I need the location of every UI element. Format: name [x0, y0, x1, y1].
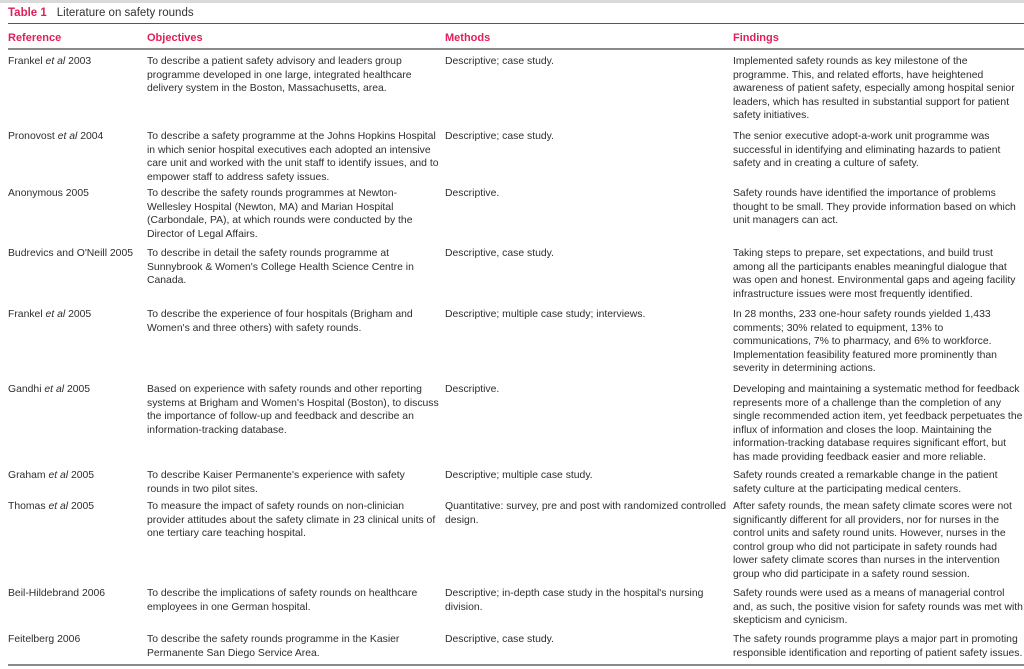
- cell-methods: Descriptive; in-depth case study in the hospital's nursing division.: [445, 588, 704, 613]
- reference-et-al: et al: [45, 309, 66, 320]
- reference-author: Graham: [8, 470, 46, 481]
- cell-methods: Descriptive; multiple case study; interviews.: [445, 309, 646, 320]
- cell-reference: [8, 130, 144, 144]
- reference-author: Anonymous: [8, 188, 63, 199]
- cell-reference: [8, 308, 144, 322]
- table-header-rule: [8, 48, 1024, 50]
- reference-et-al: et al: [48, 470, 69, 481]
- cell-objectives: To describe the safety rounds programme in the Kasier Permanente San Diego Service Area.: [147, 634, 400, 659]
- cell-methods: Descriptive; case study.: [445, 131, 554, 142]
- cell-findings: Taking steps to prepare, set expectations, and build trust among all the participants enables meaningful dialogue that was open and honest. Environmental gaps and ageing facility infrastructure issues were most frequently identified.: [733, 248, 1016, 300]
- cell-methods: Descriptive.: [445, 384, 500, 395]
- cell-objectives: To describe the experience of four hospitals (Brigham and Women's and three others) with safety rounds.: [147, 309, 413, 334]
- cell-findings: Safety rounds created a remarkable change in the patient safety culture at the participating medical centers.: [733, 470, 998, 495]
- cell-methods: Quantitative: survey, pre and post with randomized controlled design.: [445, 501, 727, 526]
- header-methods: Methods: [445, 32, 491, 44]
- cell-findings: Developing and maintaining a systematic method for feedback represents more of a challenge than the completion of any single recommended action item, yet feedback perpetuates the influx of information and closes the loop. Maintaining the information-tracking database requires significant effort, but has made providing feedback easier and more reliable.: [733, 384, 1023, 463]
- cell-objectives: To describe in detail the safety rounds programme at Sunnybrook & Women's College Health Science Centre in Canada.: [147, 248, 414, 287]
- cell-methods: Descriptive.: [445, 188, 500, 199]
- cell-objectives: Based on experience with safety rounds and other reporting systems at Brigham and Women's Hospital (Boston), to discuss the importance of follow-up and feedback and describe an information-tracking database.: [147, 384, 439, 436]
- cell-methods: Descriptive, case study.: [445, 248, 554, 259]
- table-top-rule: [8, 23, 1024, 24]
- cell-reference: [8, 55, 144, 69]
- cell-reference: [8, 187, 144, 201]
- header-reference: Reference: [8, 32, 62, 44]
- cell-objectives: To describe a safety programme at the Johns Hopkins Hospital in which senior hospital executives each adopted an intensive care unit and worked with the unit staff to identify issues, and to empower staff to address safety issues.: [147, 131, 439, 183]
- header-objectives: Objectives: [147, 32, 203, 44]
- cell-findings: In 28 months, 233 one-hour safety rounds yielded 1,433 comments; 30% related to equipment, 13% to communications, 7% to pharmacy, and 6% to workforce. Implementation feasibility featured more prominently than severity in determining actions.: [733, 309, 997, 375]
- reference-author: Frankel: [8, 309, 43, 320]
- cell-findings: The senior executive adopt-a-work unit programme was successful in identifying and eliminating hazards to patient safety and in creating a culture of safety.: [733, 131, 1001, 170]
- reference-year: 2005: [65, 188, 89, 199]
- cell-objectives: To describe the safety rounds programmes at Newton-Wellesley Hospital (Newton, MA) and Marian Hospital (Carbondale, PA), at which rounds were conducted by the Director of Legal Affairs.: [147, 188, 413, 240]
- reference-et-al: et al: [57, 131, 78, 142]
- reference-year: 2005: [68, 309, 92, 320]
- cell-findings: Safety rounds were used as a means of managerial control and, as such, the positive vision for safety rounds was met with skepticism and cynicism.: [733, 588, 1023, 627]
- reference-author: Beil-Hildebrand: [8, 588, 80, 599]
- cell-reference: [8, 633, 144, 647]
- table-bottom-rule: [8, 664, 1024, 666]
- reference-et-al: et al: [48, 501, 69, 512]
- reference-et-al: et al: [45, 56, 66, 67]
- reference-year: 2005: [109, 248, 134, 259]
- cell-reference: [8, 500, 144, 514]
- cell-objectives: To measure the impact of safety rounds on non-clinician provider attitudes about the safety climate in 23 clinical units of one tertiary care teaching hospital.: [147, 501, 436, 540]
- reference-year: 2005: [66, 384, 91, 395]
- cell-objectives: To describe Kaiser Permanente's experience with safety rounds in two pilot sites.: [147, 470, 405, 495]
- reference-year: 2004: [80, 131, 104, 142]
- cell-methods: Descriptive; case study.: [445, 56, 554, 67]
- reference-author: Feitelberg: [8, 634, 55, 645]
- cell-methods: Descriptive, case study.: [445, 634, 554, 645]
- reference-year: 2006: [57, 634, 81, 645]
- reference-year: 2003: [68, 56, 92, 67]
- table-title: Literature on safety rounds: [56, 7, 194, 19]
- reference-author: Budrevics and O'Neill: [8, 248, 108, 259]
- cell-reference: [8, 587, 144, 601]
- cell-reference: [8, 247, 144, 261]
- table-caption: [8, 6, 194, 20]
- reference-author: Gandhi: [8, 384, 42, 395]
- reference-author: Pronovost: [8, 131, 55, 142]
- reference-year: 2005: [70, 470, 95, 481]
- cell-reference: [8, 383, 144, 397]
- cell-methods: Descriptive; multiple case study.: [445, 470, 593, 481]
- cell-findings: The safety rounds programme plays a major part in promoting responsible identification and reporting of patient safety issues.: [733, 634, 1023, 659]
- cell-objectives: To describe a patient safety advisory and leaders group programme developed in one large, integrated healthcare delivery system in the Boston, Massachusetts, area.: [147, 56, 412, 95]
- page-top-border: [0, 0, 1024, 3]
- cell-reference: [8, 469, 144, 483]
- cell-findings: Safety rounds have identified the importance of problems thought to be small. They provide information based on which unit managers can act.: [733, 188, 1016, 227]
- reference-et-al: et al: [44, 384, 65, 395]
- cell-findings: After safety rounds, the mean safety climate scores were not significantly different for all providers, nor for nurses in the control units and safety round units. However, nurses in the control group who did not participate in safety rounds had lower safety climate scores than nurses in the intervention group who did participate in a safety round session.: [733, 501, 1012, 580]
- reference-year: 2005: [70, 501, 95, 512]
- reference-author: Frankel: [8, 56, 43, 67]
- header-findings: Findings: [733, 32, 779, 44]
- cell-objectives: To describe the implications of safety rounds on healthcare employees in one German hospital.: [147, 588, 418, 613]
- reference-year: 2006: [81, 588, 106, 599]
- reference-author: Thomas: [8, 501, 46, 512]
- cell-findings: Implemented safety rounds as key milestone of the programme. This, and related efforts, have heightened awareness of patient safety, especially among hospital senior leaders, which has resulted in substantial support for patient safety initiatives.: [733, 56, 1015, 122]
- table-number: Table 1: [8, 7, 47, 19]
